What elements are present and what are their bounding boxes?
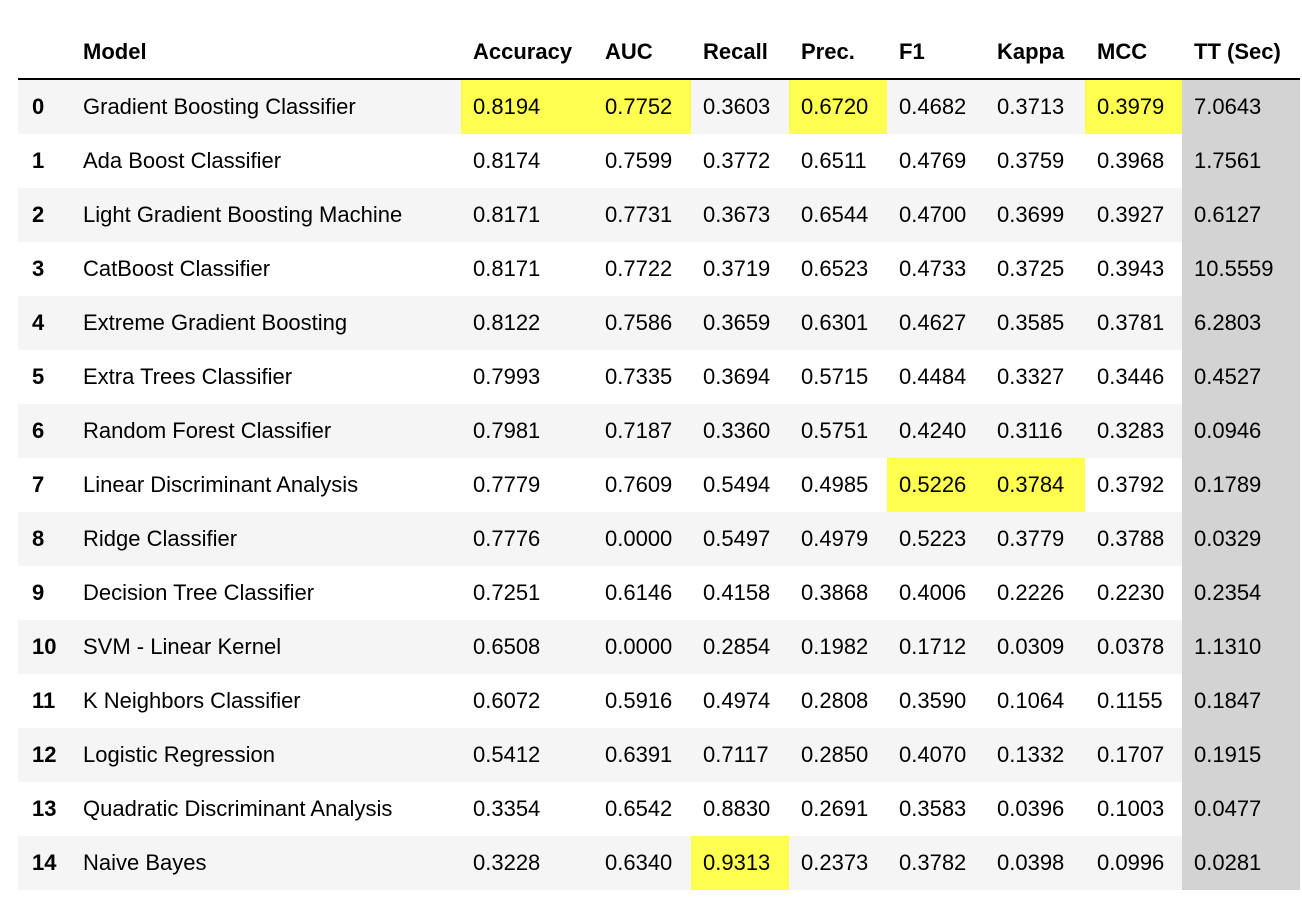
f1-cell: 0.4733 xyxy=(899,256,967,281)
recall-cell: 0.3659 xyxy=(703,310,771,335)
table-row xyxy=(18,620,1300,674)
mcc-cell: 0.3979 xyxy=(1085,79,1182,134)
accuracy-cell: 0.3354 xyxy=(473,796,541,821)
model-name: Logistic Regression xyxy=(83,742,275,767)
tt-sec-cell: 0.4527 xyxy=(1182,350,1300,404)
precision-cell: 0.1982 xyxy=(801,634,869,659)
table-row xyxy=(18,458,1300,512)
precision-cell: 0.3868 xyxy=(801,580,869,605)
f1-cell: 0.4627 xyxy=(899,310,967,335)
tt-sec-cell: 0.0477 xyxy=(1182,782,1300,836)
precision-cell: 0.6511 xyxy=(801,148,867,173)
f1-cell: 0.1712 xyxy=(899,634,967,659)
auc-cell: 0.0000 xyxy=(605,526,673,551)
kappa-cell: 0.1064 xyxy=(997,688,1065,713)
mcc-cell: 0.1003 xyxy=(1097,796,1165,821)
model-name: Extreme Gradient Boosting xyxy=(83,310,348,335)
kappa-cell: 0.3759 xyxy=(997,148,1065,173)
accuracy-cell: 0.7776 xyxy=(473,526,541,551)
mcc-cell: 0.1707 xyxy=(1097,742,1165,767)
model-name: CatBoost Classifier xyxy=(83,256,271,281)
row-index: 0 xyxy=(32,94,45,119)
kappa-cell: 0.3779 xyxy=(997,526,1065,551)
precision-cell: 0.2373 xyxy=(801,850,869,875)
accuracy-cell: 0.7993 xyxy=(473,364,541,389)
f1-cell: 0.3782 xyxy=(899,850,967,875)
row-index: 4 xyxy=(32,310,45,335)
accuracy-cell: 0.3228 xyxy=(473,850,541,875)
tt-sec-cell: 7.0643 xyxy=(1182,79,1300,134)
f1-cell: 0.4700 xyxy=(899,202,967,227)
table-row xyxy=(18,836,1300,890)
recall-cell: 0.3360 xyxy=(703,418,771,443)
kappa-cell: 0.3725 xyxy=(997,256,1065,281)
tt-sec-cell: 0.0281 xyxy=(1182,836,1300,890)
accuracy-cell: 0.6072 xyxy=(473,688,541,713)
row-index: 2 xyxy=(32,202,45,227)
table-row xyxy=(18,728,1300,782)
table-row xyxy=(18,79,1300,134)
auc-cell: 0.7335 xyxy=(605,364,673,389)
row-index: 8 xyxy=(32,526,45,551)
precision-cell: 0.6720 xyxy=(789,79,887,134)
kappa-cell: 0.3116 xyxy=(997,418,1063,443)
accuracy-cell: 0.7981 xyxy=(473,418,541,443)
kappa-cell: 0.0398 xyxy=(997,850,1065,875)
tt-sec-cell: 0.0329 xyxy=(1182,512,1300,566)
header-kappa: Kappa xyxy=(985,25,1085,79)
auc-cell: 0.7722 xyxy=(605,256,673,281)
row-index: 5 xyxy=(32,364,45,389)
model-name: Gradient Boosting Classifier xyxy=(83,94,356,119)
kappa-cell: 0.3784 xyxy=(985,458,1085,512)
header-tt-sec: TT (Sec) xyxy=(1182,25,1300,79)
f1-cell: 0.4070 xyxy=(899,742,967,767)
mcc-cell: 0.1155 xyxy=(1097,688,1163,713)
precision-cell: 0.6544 xyxy=(801,202,869,227)
accuracy-cell: 0.7779 xyxy=(473,472,541,497)
header-f1: F1 xyxy=(887,25,985,79)
auc-cell: 0.7599 xyxy=(605,148,673,173)
precision-cell: 0.4985 xyxy=(801,472,869,497)
row-index: 1 xyxy=(32,148,45,173)
mcc-cell: 0.3283 xyxy=(1097,418,1165,443)
kappa-cell: 0.3699 xyxy=(997,202,1065,227)
model-name: Decision Tree Classifier xyxy=(83,580,315,605)
auc-cell: 0.7752 xyxy=(593,79,691,134)
auc-cell: 0.7586 xyxy=(605,310,673,335)
model-name: Linear Discriminant Analysis xyxy=(83,472,359,497)
accuracy-cell: 0.8194 xyxy=(461,79,593,134)
tt-sec-cell: 0.1847 xyxy=(1182,674,1300,728)
precision-cell: 0.6301 xyxy=(801,310,869,335)
auc-cell: 0.7731 xyxy=(605,202,673,227)
table-row xyxy=(18,782,1300,836)
precision-cell: 0.6523 xyxy=(801,256,869,281)
auc-cell: 0.7187 xyxy=(605,418,673,443)
model-name: Quadratic Discriminant Analysis xyxy=(83,796,393,821)
mcc-cell: 0.3792 xyxy=(1097,472,1165,497)
table-row xyxy=(18,566,1300,620)
table-row xyxy=(18,512,1300,566)
recall-cell: 0.3694 xyxy=(703,364,771,389)
f1-cell: 0.5223 xyxy=(899,526,967,551)
mcc-cell: 0.3788 xyxy=(1097,526,1165,551)
header-index xyxy=(18,25,83,79)
kappa-cell: 0.0396 xyxy=(997,796,1065,821)
row-index: 13 xyxy=(32,796,57,821)
table-row xyxy=(18,296,1300,350)
recall-cell: 0.3673 xyxy=(703,202,771,227)
recall-cell: 0.8830 xyxy=(703,796,771,821)
tt-sec-cell: 6.2803 xyxy=(1182,296,1300,350)
recall-cell: 0.2854 xyxy=(703,634,771,659)
mcc-cell: 0.3781 xyxy=(1097,310,1165,335)
recall-cell: 0.5497 xyxy=(703,526,771,551)
mcc-cell: 0.3446 xyxy=(1097,364,1165,389)
mcc-cell: 0.0378 xyxy=(1097,634,1165,659)
kappa-cell: 0.0309 xyxy=(997,634,1065,659)
kappa-cell: 0.2226 xyxy=(997,580,1065,605)
f1-cell: 0.4682 xyxy=(899,94,967,119)
model-comparison-table xyxy=(18,25,1300,890)
row-index: 11 xyxy=(32,688,56,713)
table-row xyxy=(18,404,1300,458)
recall-cell: 0.7117 xyxy=(703,742,769,767)
table-row xyxy=(18,134,1300,188)
header-recall: Recall xyxy=(691,25,789,79)
tt-sec-cell: 0.6127 xyxy=(1182,188,1300,242)
header-accuracy: Accuracy xyxy=(461,25,593,79)
model-name: Random Forest Classifier xyxy=(83,418,332,443)
auc-cell: 0.6542 xyxy=(605,796,673,821)
mcc-cell: 0.3968 xyxy=(1097,148,1165,173)
accuracy-cell: 0.6508 xyxy=(473,634,541,659)
tt-sec-cell: 10.5559 xyxy=(1182,242,1300,296)
tt-sec-cell: 0.2354 xyxy=(1182,566,1300,620)
header-row xyxy=(18,25,1300,79)
tt-sec-cell: 0.1915 xyxy=(1182,728,1300,782)
table-body xyxy=(18,79,1300,890)
f1-cell: 0.3590 xyxy=(899,688,967,713)
model-name: Extra Trees Classifier xyxy=(83,364,293,389)
table-row xyxy=(18,242,1300,296)
mcc-cell: 0.3943 xyxy=(1097,256,1165,281)
recall-cell: 0.3719 xyxy=(703,256,771,281)
model-name: Naive Bayes xyxy=(83,850,207,875)
tt-sec-cell: 1.1310 xyxy=(1182,620,1300,674)
model-name: Ridge Classifier xyxy=(83,526,238,551)
row-index: 6 xyxy=(32,418,45,443)
header-auc: AUC xyxy=(593,25,691,79)
precision-cell: 0.4979 xyxy=(801,526,869,551)
accuracy-cell: 0.8174 xyxy=(473,148,541,173)
auc-cell: 0.0000 xyxy=(605,634,673,659)
precision-cell: 0.2691 xyxy=(801,796,869,821)
recall-cell: 0.3603 xyxy=(703,94,771,119)
model-name: Ada Boost Classifier xyxy=(83,148,282,173)
table-header xyxy=(18,25,1300,79)
model-name: SVM - Linear Kernel xyxy=(83,634,282,659)
precision-cell: 0.2850 xyxy=(801,742,869,767)
kappa-cell: 0.1332 xyxy=(997,742,1065,767)
recall-cell: 0.9313 xyxy=(691,836,789,890)
auc-cell: 0.7609 xyxy=(605,472,673,497)
model-name: Light Gradient Boosting Machine xyxy=(83,202,403,227)
f1-cell: 0.3583 xyxy=(899,796,967,821)
recall-cell: 0.4158 xyxy=(703,580,771,605)
tt-sec-cell: 0.0946 xyxy=(1182,404,1300,458)
kappa-cell: 0.3713 xyxy=(997,94,1065,119)
auc-cell: 0.5916 xyxy=(605,688,673,713)
accuracy-cell: 0.7251 xyxy=(473,580,541,605)
header-precision: Prec. xyxy=(789,25,887,79)
f1-cell: 0.4484 xyxy=(899,364,967,389)
kappa-cell: 0.3327 xyxy=(997,364,1065,389)
table-row xyxy=(18,674,1300,728)
row-index: 7 xyxy=(32,472,45,497)
recall-cell: 0.4974 xyxy=(703,688,771,713)
tt-sec-cell: 1.7561 xyxy=(1182,134,1300,188)
row-index: 3 xyxy=(32,256,45,281)
precision-cell: 0.2808 xyxy=(801,688,869,713)
model-name: K Neighbors Classifier xyxy=(83,688,301,713)
recall-cell: 0.3772 xyxy=(703,148,771,173)
table-row xyxy=(18,350,1300,404)
accuracy-cell: 0.8171 xyxy=(473,202,541,227)
recall-cell: 0.5494 xyxy=(703,472,771,497)
f1-cell: 0.4240 xyxy=(899,418,967,443)
accuracy-cell: 0.5412 xyxy=(473,742,541,767)
auc-cell: 0.6391 xyxy=(605,742,673,767)
precision-cell: 0.5715 xyxy=(801,364,869,389)
row-index: 14 xyxy=(32,850,57,875)
auc-cell: 0.6146 xyxy=(605,580,673,605)
header-model: Model xyxy=(83,25,461,79)
row-index: 9 xyxy=(32,580,45,605)
mcc-cell: 0.2230 xyxy=(1097,580,1165,605)
row-index: 12 xyxy=(32,742,57,767)
table-row xyxy=(18,188,1300,242)
f1-cell: 0.4006 xyxy=(899,580,967,605)
kappa-cell: 0.3585 xyxy=(997,310,1065,335)
tt-sec-cell: 0.1789 xyxy=(1182,458,1300,512)
auc-cell: 0.6340 xyxy=(605,850,673,875)
mcc-cell: 0.3927 xyxy=(1097,202,1165,227)
accuracy-cell: 0.8122 xyxy=(473,310,541,335)
accuracy-cell: 0.8171 xyxy=(473,256,541,281)
f1-cell: 0.5226 xyxy=(887,458,985,512)
f1-cell: 0.4769 xyxy=(899,148,967,173)
header-mcc: MCC xyxy=(1085,25,1182,79)
row-index: 10 xyxy=(32,634,57,659)
mcc-cell: 0.0996 xyxy=(1097,850,1165,875)
precision-cell: 0.5751 xyxy=(801,418,869,443)
